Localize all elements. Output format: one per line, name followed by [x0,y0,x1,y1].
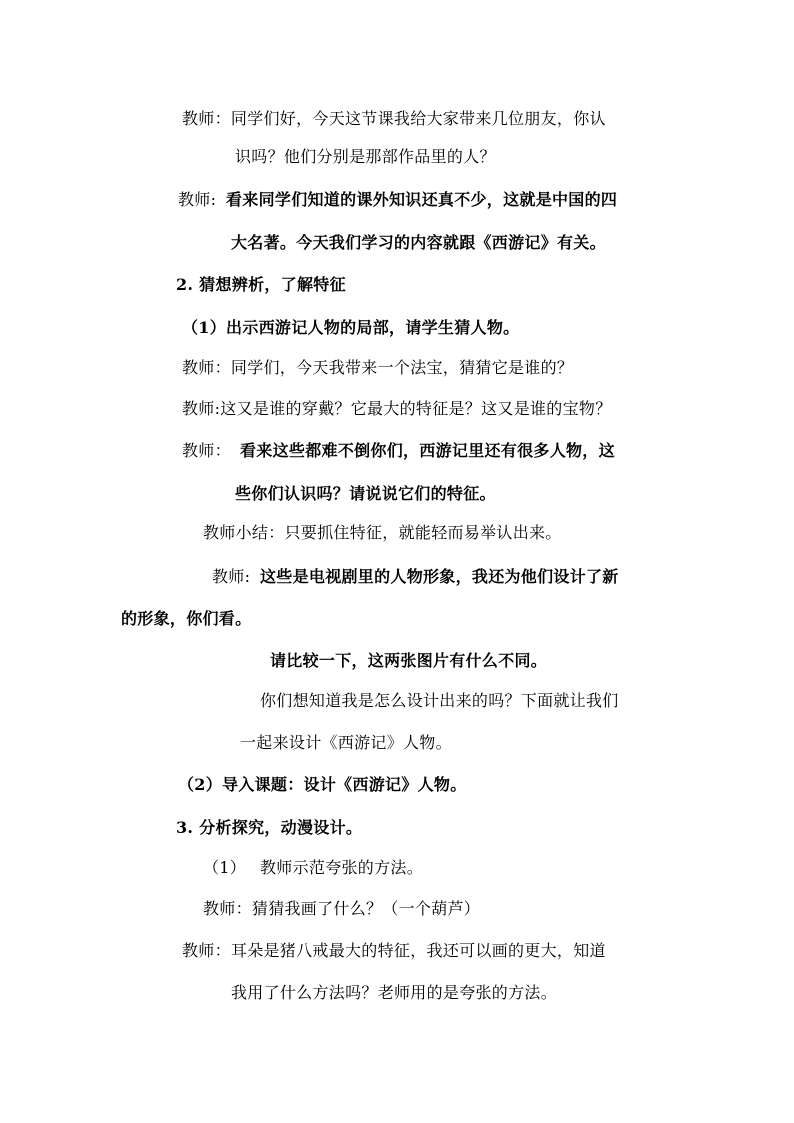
text-line: 的形象，你们看。 [121,609,252,628]
text-line: 请比较一下，这两张图片有什么不同。 [270,651,548,670]
text-line: 教师:这又是谁的穿戴？它最大的特征是？这又是谁的宝物？ [182,399,612,418]
section-heading: 2. 猜想辨析，了解特征 [176,275,346,294]
speaker-label: 教师: [212,567,251,586]
text-line: 教师：耳朵是猪八戒最大的特征，我还可以画的更大，知道 [182,941,606,960]
section-heading: 3. 分析探究，动漫设计。 [176,818,363,837]
text-line: 教师小结：只要抓住特征，就能轻而易举认出来。 [203,523,562,542]
text-line: 些你们认识吗？请说说它们的特征。 [235,484,496,503]
subsection-heading: （2）导入课题：设计《西游记》人物。 [178,775,467,794]
text-line: 看来同学们知道的课外知识还真不少，这就是中国的四 [226,190,618,209]
text-line: 这些是电视剧里的人物形象，我还为他们设计了新 [260,567,619,586]
text-line: 教师：同学们好，今天这节课我给大家带来几位朋友，你认 [182,109,606,128]
list-marker: （1） [203,858,247,877]
speaker-label: 教师： [182,441,231,460]
text-line: 教师：猜猜我画了什么？（一个葫芦） [203,899,481,918]
text-line: 看来这些都难不倒你们，西游记里还有很多人物，这 [240,441,615,460]
text-line: 你们想知道我是怎么设计出来的吗？下面就让我们 [260,691,619,710]
text-line: 我用了什么方法吗？老师用的是夸张的方法。 [231,983,558,1002]
text-line: 大名著。今天我们学习的内容就跟《西游记》有关。 [231,233,606,252]
subsection-heading: （1）出示西游记人物的局部，请学生猜人物。 [182,318,520,337]
text-line: 教师示范夸张的方法。 [260,858,424,877]
text-line: 识吗？他们分别是那部作品里的人？ [235,147,496,166]
speaker-label: 教师: [178,190,217,209]
text-line: 一起来设计《西游记》人物。 [240,733,452,752]
text-line: 教师：同学们，今天我带来一个法宝，猜猜它是谁的？ [182,358,574,377]
